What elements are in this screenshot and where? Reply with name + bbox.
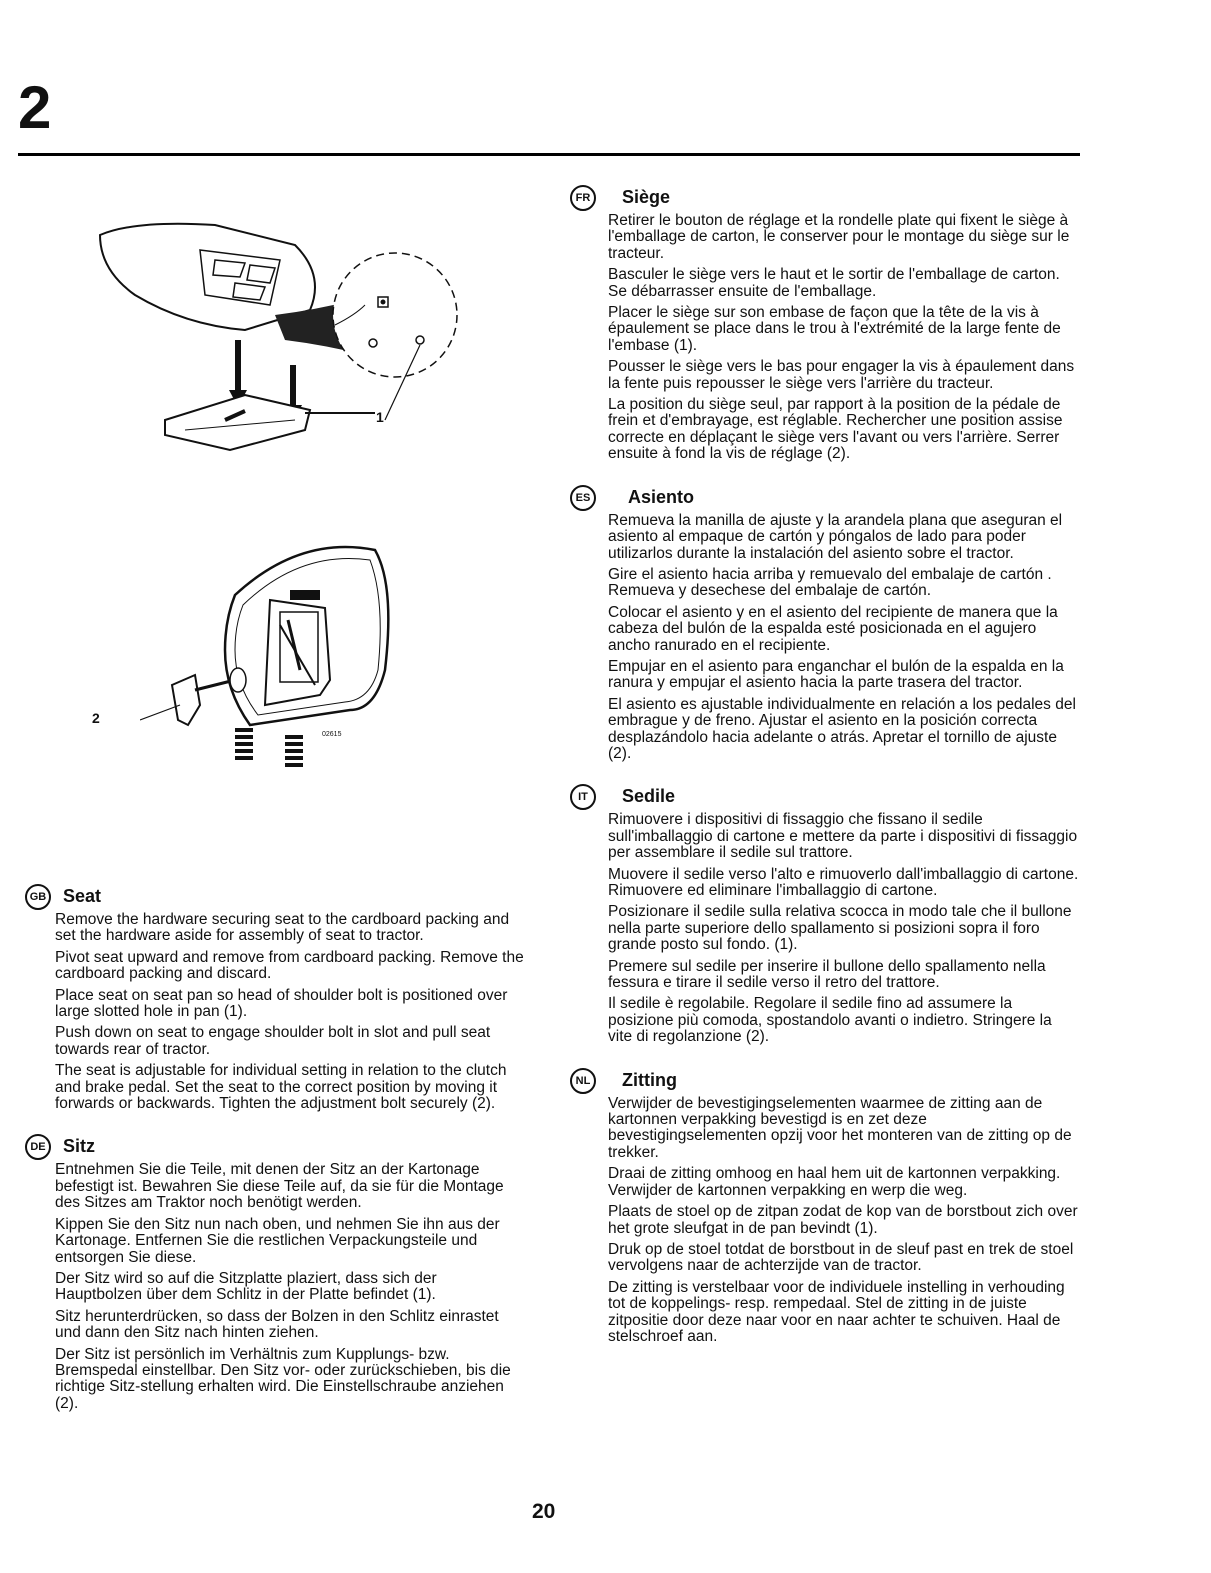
paragraph: Sitz herunterdrücken, so dass der Bolzen in den Schlitz einrastet und dann den Sitz nach hinten ziehen. [55, 1307, 499, 1342]
section-it [570, 784, 1080, 1045]
paragraph: Il sedile è regolabile. Regolare il sedile fino ad assumere la posizione più comoda, spostandolo avanti o indietro. Stringere la vite di regolanzione (2). [608, 995, 1052, 1046]
chapter-number: 2 [18, 74, 52, 141]
nl-flag-icon: NL [570, 1068, 596, 1094]
paragraph: Premere sul sedile per inserire il bullone dello spallamento nella fessura e tirare il sedile verso il retro del trattore. [608, 957, 1046, 992]
it-flag-icon: IT [570, 784, 596, 810]
paragraph: Remueva la manilla de ajuste y la arandela plana que aseguran el asiento al empaque de cartón y póngalos de lado para poder utilizarlos durante la instalación del asiento sobre el tractor. [608, 511, 1063, 562]
paragraph: De zitting is verstelbaar voor de individuele instelling in verhouding tot de koppelings- resp. rempedaal. Stel de zitting in de juiste zitpositie door deze naar voor en naar achter te schuiven. Haal de stelschroef aan. [608, 1278, 1065, 1345]
section-es [570, 485, 1080, 763]
section-gb [25, 884, 525, 1112]
paragraph: Pivot seat upward and remove from cardboard packing. Remove the cardboard packing and discard. [55, 948, 524, 983]
paragraph: Draai de zitting omhoog en haal hem uit de kartonnen verpakking. Verwijder de kartonnen verpakking en werp die weg. [608, 1165, 1061, 1199]
paragraph: Entnehmen Sie die Teile, mit denen der Sitz an der Kartonage befestigt ist. Bewahren Sie diese Teile auf, da sie für die Montage des Sitzes am Traktor noch benötigt werden. [55, 1161, 504, 1212]
paragraph: Place seat on seat pan so head of shoulder bolt is positioned over large slotted hole in pan (1). [55, 986, 508, 1021]
section-title: Sedile [622, 786, 676, 807]
paragraph: Basculer le siège vers le haut et le sortir de l'emballage de carton. Se débarrasser ensuite de l'emballage. [608, 266, 1060, 300]
paragraph: Remove the hardware securing seat to the cardboard packing and set the hardware aside for assembly of seat to tractor. [55, 911, 510, 945]
figure-callout-2: 2 [92, 710, 100, 726]
paragraph: Druk op de stoel totdat de borstbout in de sleuf past en trek de stoel vervolgens naar de achterzijde van de tractor. [608, 1240, 1074, 1275]
paragraph: Verwijder de bevestigingselementen waarmee de zitting aan de kartonnen verpakking bevestigd is en zet deze bevestigingselementen opzij voor het monteren van de zitting op de trekker. [608, 1094, 1072, 1161]
figure-code: 02615 [322, 731, 342, 738]
paragraph: Rimuovere i dispositivi di fissaggio che fissano il sedile sull'imballaggio di cartone e mettere da parte i dispositivi di fissaggio per assemblare il sedile sul trattore. [608, 811, 1078, 862]
paragraph: Push down on seat to engage shoulder bolt in slot and pull seat towards rear of tractor. [55, 1024, 491, 1058]
seat-mounting-figure [95, 215, 465, 455]
section-de [25, 1134, 525, 1412]
section-title: Seat [63, 886, 102, 906]
de-flag-icon: DE [25, 1134, 51, 1160]
section-fr [570, 185, 1080, 463]
paragraph: Empujar en el asiento para enganchar el bulón de la espalda en la ranura y empujar el asiento hacia la parte trasera del tractor. [608, 657, 1064, 692]
paragraph: Posizionare il sedile sulla relativa scocca in modo tale che il bullone nella parte superiore dello spallamento si posizioni sopra il foro grande posto sul fondo. (1). [608, 903, 1072, 954]
fr-flag-icon: FR [570, 185, 596, 211]
left-column [25, 884, 525, 1434]
paragraph: Placer le siège sur son embase de façon que la tête de la vis à épaulement se place dans le trou à l'extrémité de la large fente de l'embase (1). [608, 304, 1061, 354]
paragraph: The seat is adjustable for individual setting in relation to the clutch and brake pedal. Set the seat to the correct position by moving it forwards or backwards. Tighten the adjustment bolt securely (2). [55, 1062, 507, 1113]
header-rule [18, 153, 1080, 156]
paragraph: Kippen Sie den Sitz nun nach oben, und nehmen Sie ihn aus der Kartonage. Entfernen Sie die restlichen Verpackungsteile und entsorgen Sie diese. [55, 1215, 500, 1266]
paragraph: Colocar el asiento y en el asiento del recipiente de manera que la cabeza del bulón de la espalda esté posicionada en el agujero ancho ranurado en el recipiente. [608, 603, 1058, 654]
gb-flag-icon: GB [25, 884, 51, 910]
paragraph: La position du siège seul, par rapport à la position de la pédale de frein et d'embrayage, est réglable. Rechercher une position assise correcte en déplaçant le siège vers l'avant ou vers l'arrière. Serrer ensuite à fond la vis de réglage (2). [608, 396, 1063, 463]
section-title: Zitting [622, 1069, 677, 1090]
paragraph: Retirer le bouton de réglage et la rondelle plate qui fixent le siège à l'emballage de carton, le conserver pour le montage du siège sur le tracteur. [608, 212, 1070, 262]
right-column [570, 185, 1080, 1367]
section-title: Asiento [628, 486, 695, 507]
paragraph: Der Sitz wird so auf die Sitzplatte plaziert, dass sich der Hauptbolzen über dem Schlitz in der Platte befindet (1). [55, 1269, 437, 1304]
seat-mounting-illustration [95, 215, 465, 455]
paragraph: El asiento es ajustable individualmente en relación a los pedales del embrague y de freno. Ajustar el asiento en la posición correcta desplazándolo hacia adelante o atrás. Apretar el tornillo de ajuste (2). [608, 695, 1076, 762]
section-title: Siège [622, 187, 671, 207]
es-flag-icon: ES [570, 485, 596, 511]
paragraph: Pousser le siège vers le bas pour engager la vis à épaulement dans la fente puis repousser le siège vers l'arrière du tracteur. [608, 358, 1075, 392]
section-title: Sitz [63, 1136, 96, 1157]
paragraph: Gire el asiento hacia arriba y remuevalo del embalaje de cartón . Remueva y desechese del embalaje de cartón. [608, 565, 1052, 600]
figure-callout-1: 1 [376, 409, 384, 425]
paragraph: Plaats de stoel op de zitpan zodat de kop van de borstbout zich over het grote sleufgat in de pan bevindt (1). [608, 1203, 1078, 1237]
section-nl [570, 1068, 1080, 1346]
paragraph: Der Sitz ist persönlich im Verhältnis zum Kupplungs- bzw. Bremspedal einstellbar. Den Sitz vor- oder zurückschieben, bis die richtige Sitz-stellung erhalten wird. Die Einstellschraube anziehen (2). [55, 1345, 511, 1412]
seat-adjustment-illustration [140, 530, 400, 780]
page-number: 20 [532, 1500, 556, 1523]
seat-adjustment-figure [140, 530, 400, 780]
paragraph: Muovere il sedile verso l'alto e rimuoverlo dall'imballaggio di cartone. Rimuovere ed eliminare l'imballaggio di cartone. [608, 865, 1079, 899]
